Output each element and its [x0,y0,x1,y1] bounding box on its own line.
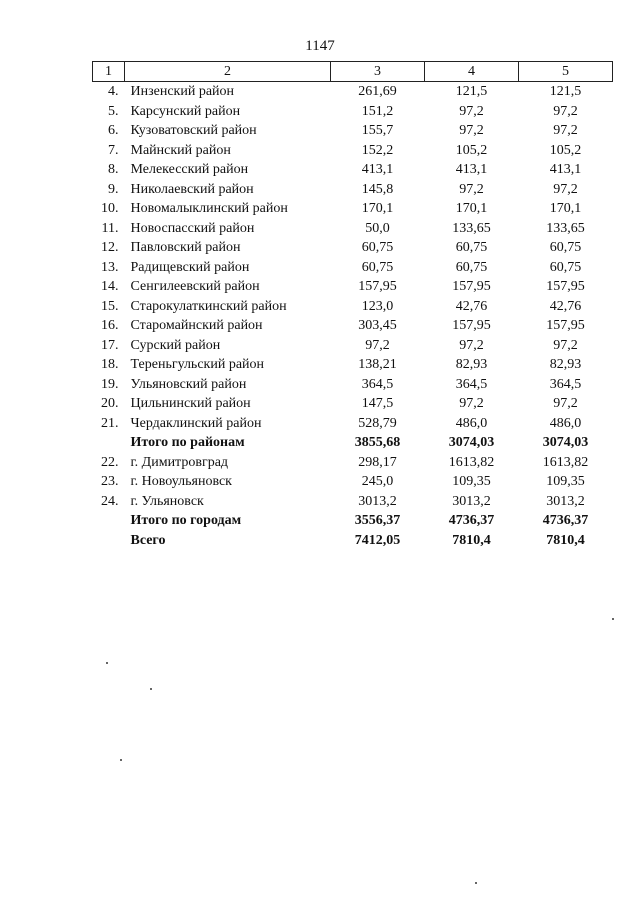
row-value-col4: 3013,2 [452,493,491,509]
row-value-col4: 60,75 [455,240,488,255]
row-value-col4: 60,75 [455,259,488,275]
row-value-col3: 147,5 [361,396,394,411]
table-row [93,82,613,102]
row-value-col4: 7810,4 [452,532,491,548]
row-value-col5: 157,95 [546,279,585,294]
row-value-col4: 97,2 [459,396,484,411]
row-value-col4: 170,1 [455,201,488,216]
row-value-col5: 3074,03 [542,435,589,450]
row-value-col3: 60,75 [361,240,394,255]
row-value-col5: 157,95 [546,318,585,333]
row-value-col5: 60,75 [549,259,582,275]
row-value-col5: 82,93 [549,357,582,372]
row-value-col4: 97,2 [459,337,484,353]
row-name: Кузоватовский район [130,123,257,138]
row-value-col4: 1613,82 [448,454,495,470]
row-name: Майнский район [130,142,231,158]
row-number: 23. [101,474,119,489]
row-name: г. Димитровград [130,454,229,470]
row-value-col3: 413,1 [361,162,394,177]
table-row [93,121,613,141]
row-number: 5. [108,103,119,119]
row-name: Новомалыклинский район [130,201,288,216]
row-name: Радищевский район [130,259,250,275]
table-body [93,82,613,551]
row-value-col5: 105,2 [549,142,582,158]
table-row [93,199,613,219]
row-value-col5: 60,75 [549,240,582,255]
row-value-col3: 364,5 [361,376,394,392]
row-name: Сурский район [130,337,221,353]
row-value-col5: 364,5 [549,376,582,392]
row-number: 6. [108,123,119,138]
column-header: 2 [125,62,331,82]
row-name: Итого по городам [130,513,242,528]
row-value-col4: 82,93 [455,357,488,372]
row-value-col5: 97,2 [553,103,578,119]
row-value-col5: 97,2 [553,181,578,197]
row-value-col3: 245,0 [361,474,394,489]
row-name: Старокулаткинский район [130,298,287,314]
row-name: Старомайнский район [130,318,263,333]
table-row [93,472,613,492]
column-header: 1 [93,62,125,82]
row-number: 18. [101,357,119,372]
row-value-col3: 50,0 [365,220,390,236]
row-name: Мелекесский район [130,162,249,177]
row-number: 16. [101,318,119,333]
row-value-col3: 298,17 [358,454,397,470]
row-value-col3: 151,2 [361,103,394,119]
table-total-row [93,531,613,551]
scan-speck [612,618,614,620]
scan-speck [120,759,122,761]
table-total-row [93,433,613,453]
row-number: 4. [108,84,119,99]
row-value-col4: 3074,03 [448,435,495,450]
row-number: 17. [101,337,119,353]
row-name: Итого по районам [130,435,245,450]
row-name: Цильнинский район [130,396,251,411]
row-value-col5: 109,35 [546,474,585,489]
row-value-col3: 152,2 [361,142,394,158]
row-name: Чердаклинский район [130,415,262,431]
row-value-col5: 133,65 [546,220,585,236]
row-value-col4: 121,5 [455,84,488,99]
row-value-col5: 42,76 [549,298,582,314]
row-number: 10. [101,201,119,216]
row-number: 21. [101,415,119,431]
row-value-col3: 3013,2 [358,493,397,509]
scan-speck [150,688,152,690]
table-row [93,141,613,161]
row-value-col3: 155,7 [361,123,394,138]
row-name: г. Ульяновск [130,493,204,509]
row-value-col3: 303,45 [358,318,397,333]
row-value-col4: 97,2 [459,181,484,197]
row-number: 19. [101,376,119,392]
row-value-col4: 486,0 [455,415,488,431]
row-value-col5: 170,1 [549,201,582,216]
row-value-col4: 4736,37 [448,513,495,528]
row-value-col3: 138,21 [358,357,397,372]
row-value-col5: 486,0 [549,415,582,431]
row-value-col5: 7810,4 [546,532,585,548]
row-number: 11. [101,220,119,236]
page-number: 1147 [305,38,335,54]
row-value-col5: 3013,2 [546,493,585,509]
table-row [93,297,613,317]
row-number: 8. [108,162,119,177]
row-value-col4: 97,2 [459,103,484,119]
table-row [93,492,613,512]
row-number: 24. [101,493,119,509]
row-value-col3: 170,1 [361,201,394,216]
row-value-col4: 157,95 [452,279,491,294]
table-row [93,277,613,297]
scan-speck [475,882,477,884]
row-name: Ульяновский район [130,376,247,392]
column-header: 5 [519,62,613,82]
row-number: 13. [101,259,119,275]
row-value-col5: 4736,37 [542,513,589,528]
row-number: 12. [101,240,119,255]
row-value-col3: 123,0 [361,298,394,314]
row-number: 7. [108,142,119,158]
table-row [93,258,613,278]
row-name: Николаевский район [130,181,254,197]
row-value-col3: 157,95 [358,279,397,294]
table-row [93,160,613,180]
row-value-col5: 97,2 [553,337,578,353]
row-value-col4: 109,35 [452,474,491,489]
table-header-row [93,62,613,82]
row-value-col4: 413,1 [455,162,488,177]
row-value-col3: 3556,37 [354,513,401,528]
row-number: 20. [101,396,119,411]
row-value-col3: 528,79 [358,415,397,431]
column-header: 4 [425,62,519,82]
row-number [93,511,125,531]
row-value-col4: 133,65 [452,220,491,236]
row-value-col3: 3855,68 [354,435,401,450]
row-value-col3: 261,69 [358,84,397,99]
row-name: Инзенский район [130,84,235,99]
row-value-col4: 105,2 [455,142,488,158]
row-name: Всего [130,532,166,548]
budget-table [92,61,613,550]
row-name: Карсунский район [130,103,241,119]
row-value-col3: 145,8 [361,181,394,197]
table-row [93,453,613,473]
table-row [93,219,613,239]
row-value-col3: 7412,05 [354,532,401,548]
row-name: Тереньгульский район [130,357,265,372]
row-name: Павловский район [130,240,241,255]
table-row [93,102,613,122]
table-total-row [93,511,613,531]
row-number: 9. [108,181,119,197]
row-value-col5: 97,2 [553,123,578,138]
row-value-col4: 97,2 [459,123,484,138]
table-row [93,336,613,356]
table-row [93,238,613,258]
table-row [93,394,613,414]
row-value-col4: 364,5 [455,376,488,392]
column-header: 3 [331,62,425,82]
row-number: 22. [101,454,119,470]
row-value-col5: 413,1 [549,162,582,177]
row-value-col4: 157,95 [452,318,491,333]
row-number [93,433,125,453]
scan-speck [106,662,108,664]
row-name: Сенгилеевский район [130,279,260,294]
table-row [93,180,613,200]
row-value-col5: 97,2 [553,396,578,411]
table-row [93,375,613,395]
table-row [93,355,613,375]
table-row [93,316,613,336]
row-name: Новоспасский район [130,220,255,236]
row-value-col5: 121,5 [549,84,582,99]
row-value-col4: 42,76 [455,298,488,314]
row-number [93,531,125,551]
row-value-col3: 97,2 [365,337,390,353]
row-value-col5: 1613,82 [542,454,589,470]
row-value-col3: 60,75 [361,259,394,275]
row-number: 15. [101,298,119,314]
row-name: г. Новоульяновск [130,474,232,489]
table-row [93,414,613,434]
row-number: 14. [101,279,119,294]
